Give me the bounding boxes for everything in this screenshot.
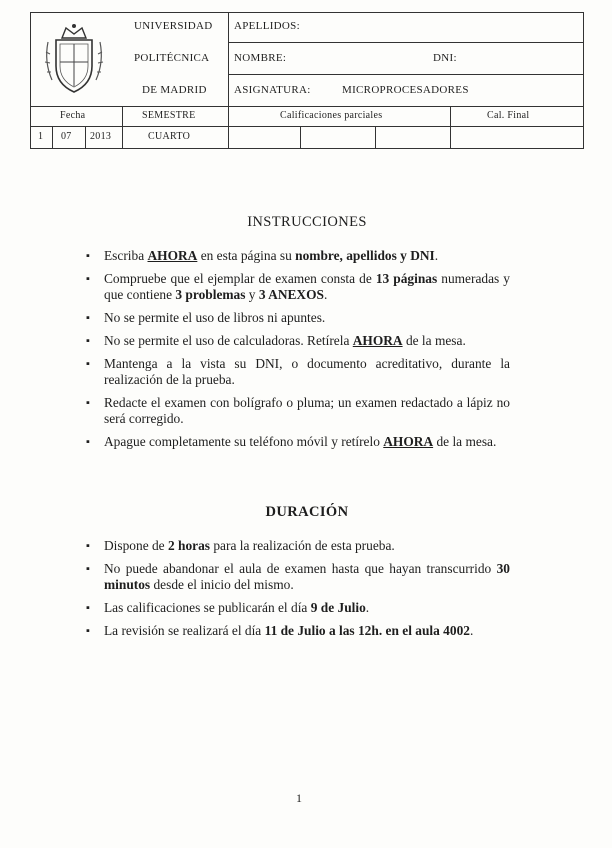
item-text: Apague completamente su teléfono móvil y retírelo: [104, 434, 384, 449]
item-text: Las calificaciones se publicarán el día: [104, 600, 311, 615]
page-number: 1: [296, 791, 302, 805]
asignatura-label: ASIGNATURA:: [234, 84, 311, 96]
item-text: .: [434, 248, 439, 263]
item-text: en esta página su: [197, 248, 296, 263]
list-item: [86, 600, 510, 616]
instrucciones-list: [86, 248, 510, 457]
item-text: No se permite el uso de calculadoras. Retírela: [104, 333, 353, 348]
item-text: AHORA: [383, 434, 434, 449]
item-text: y: [245, 287, 259, 302]
duracion-list: [86, 538, 510, 646]
item-text: Mantenga a la vista su DNI, o documento acreditativo, durante la realización de la prueba.: [104, 356, 510, 387]
university-crest-icon: [42, 22, 106, 100]
fecha-label: Fecha: [60, 110, 86, 121]
item-text: para la realización de esta prueba.: [210, 538, 395, 553]
asignatura-value: MICROPROCESADORES: [342, 84, 469, 96]
exam-header-table: [30, 12, 584, 148]
list-item: [86, 623, 510, 639]
item-text: 11 de Julio a las 12h. en el aula 4002: [264, 623, 470, 638]
item-text: AHORA: [147, 248, 198, 263]
item-text: 3 ANEXOS: [258, 287, 324, 302]
fecha-day: 1: [38, 131, 44, 142]
list-item: [86, 395, 510, 427]
list-item: [86, 538, 510, 554]
item-text: desde el inicio del mismo.: [150, 577, 294, 592]
item-text: 3 problemas: [175, 287, 246, 302]
fecha-year: 2013: [90, 131, 112, 142]
list-item: [86, 434, 510, 450]
apellidos-label: APELLIDOS:: [234, 20, 300, 32]
item-text: .: [365, 600, 370, 615]
semestre-label: SEMESTRE: [142, 110, 196, 121]
item-text: de la mesa.: [402, 333, 466, 348]
list-item: [86, 356, 510, 388]
calificacion-final-label: Cal. Final: [487, 110, 530, 121]
university-name-line1: UNIVERSIDAD: [134, 20, 213, 32]
item-text: AHORA: [352, 333, 403, 348]
item-text: No se permite el uso de libros ni apuntes.: [104, 310, 326, 325]
university-name-line2: POLITÉCNICA: [134, 52, 210, 64]
item-text: de la mesa.: [433, 434, 497, 449]
list-item: [86, 333, 510, 349]
item-text: 13 páginas: [375, 271, 438, 286]
item-text: La revisión se realizará el día: [104, 623, 265, 638]
semestre-value: CUARTO: [148, 131, 191, 142]
item-text: Redacte el examen con bolígrafo o pluma; un examen redactado a lápiz no será corregido.: [104, 395, 510, 426]
university-name-line3: DE MADRID: [142, 84, 207, 96]
item-text: No puede abandonar el aula de examen hasta que hayan transcurrido: [104, 561, 497, 576]
fecha-month: 07: [61, 131, 72, 142]
item-text: nombre, apellidos y DNI: [295, 248, 435, 263]
item-text: Escriba: [104, 248, 148, 263]
list-item: [86, 271, 510, 303]
item-text: .: [469, 623, 474, 638]
item-text: 2 horas: [167, 538, 211, 553]
item-text: 30 minutos: [104, 561, 510, 592]
list-item: [86, 248, 510, 264]
item-text: 9 de Julio: [310, 600, 366, 615]
list-item: [86, 310, 510, 326]
list-item: [86, 561, 510, 593]
item-text: Dispone de: [104, 538, 168, 553]
nombre-label: NOMBRE:: [234, 52, 287, 64]
item-text: numeradas y que contiene: [104, 271, 510, 302]
duracion-title: DURACIÓN: [265, 504, 349, 520]
item-text: Compruebe que el ejemplar de examen consta de: [104, 271, 376, 286]
dni-label: DNI:: [433, 52, 457, 64]
calificaciones-parciales-label: Calificaciones parciales: [280, 110, 383, 121]
instrucciones-title: INSTRUCCIONES: [247, 214, 367, 230]
item-text: .: [323, 287, 328, 302]
